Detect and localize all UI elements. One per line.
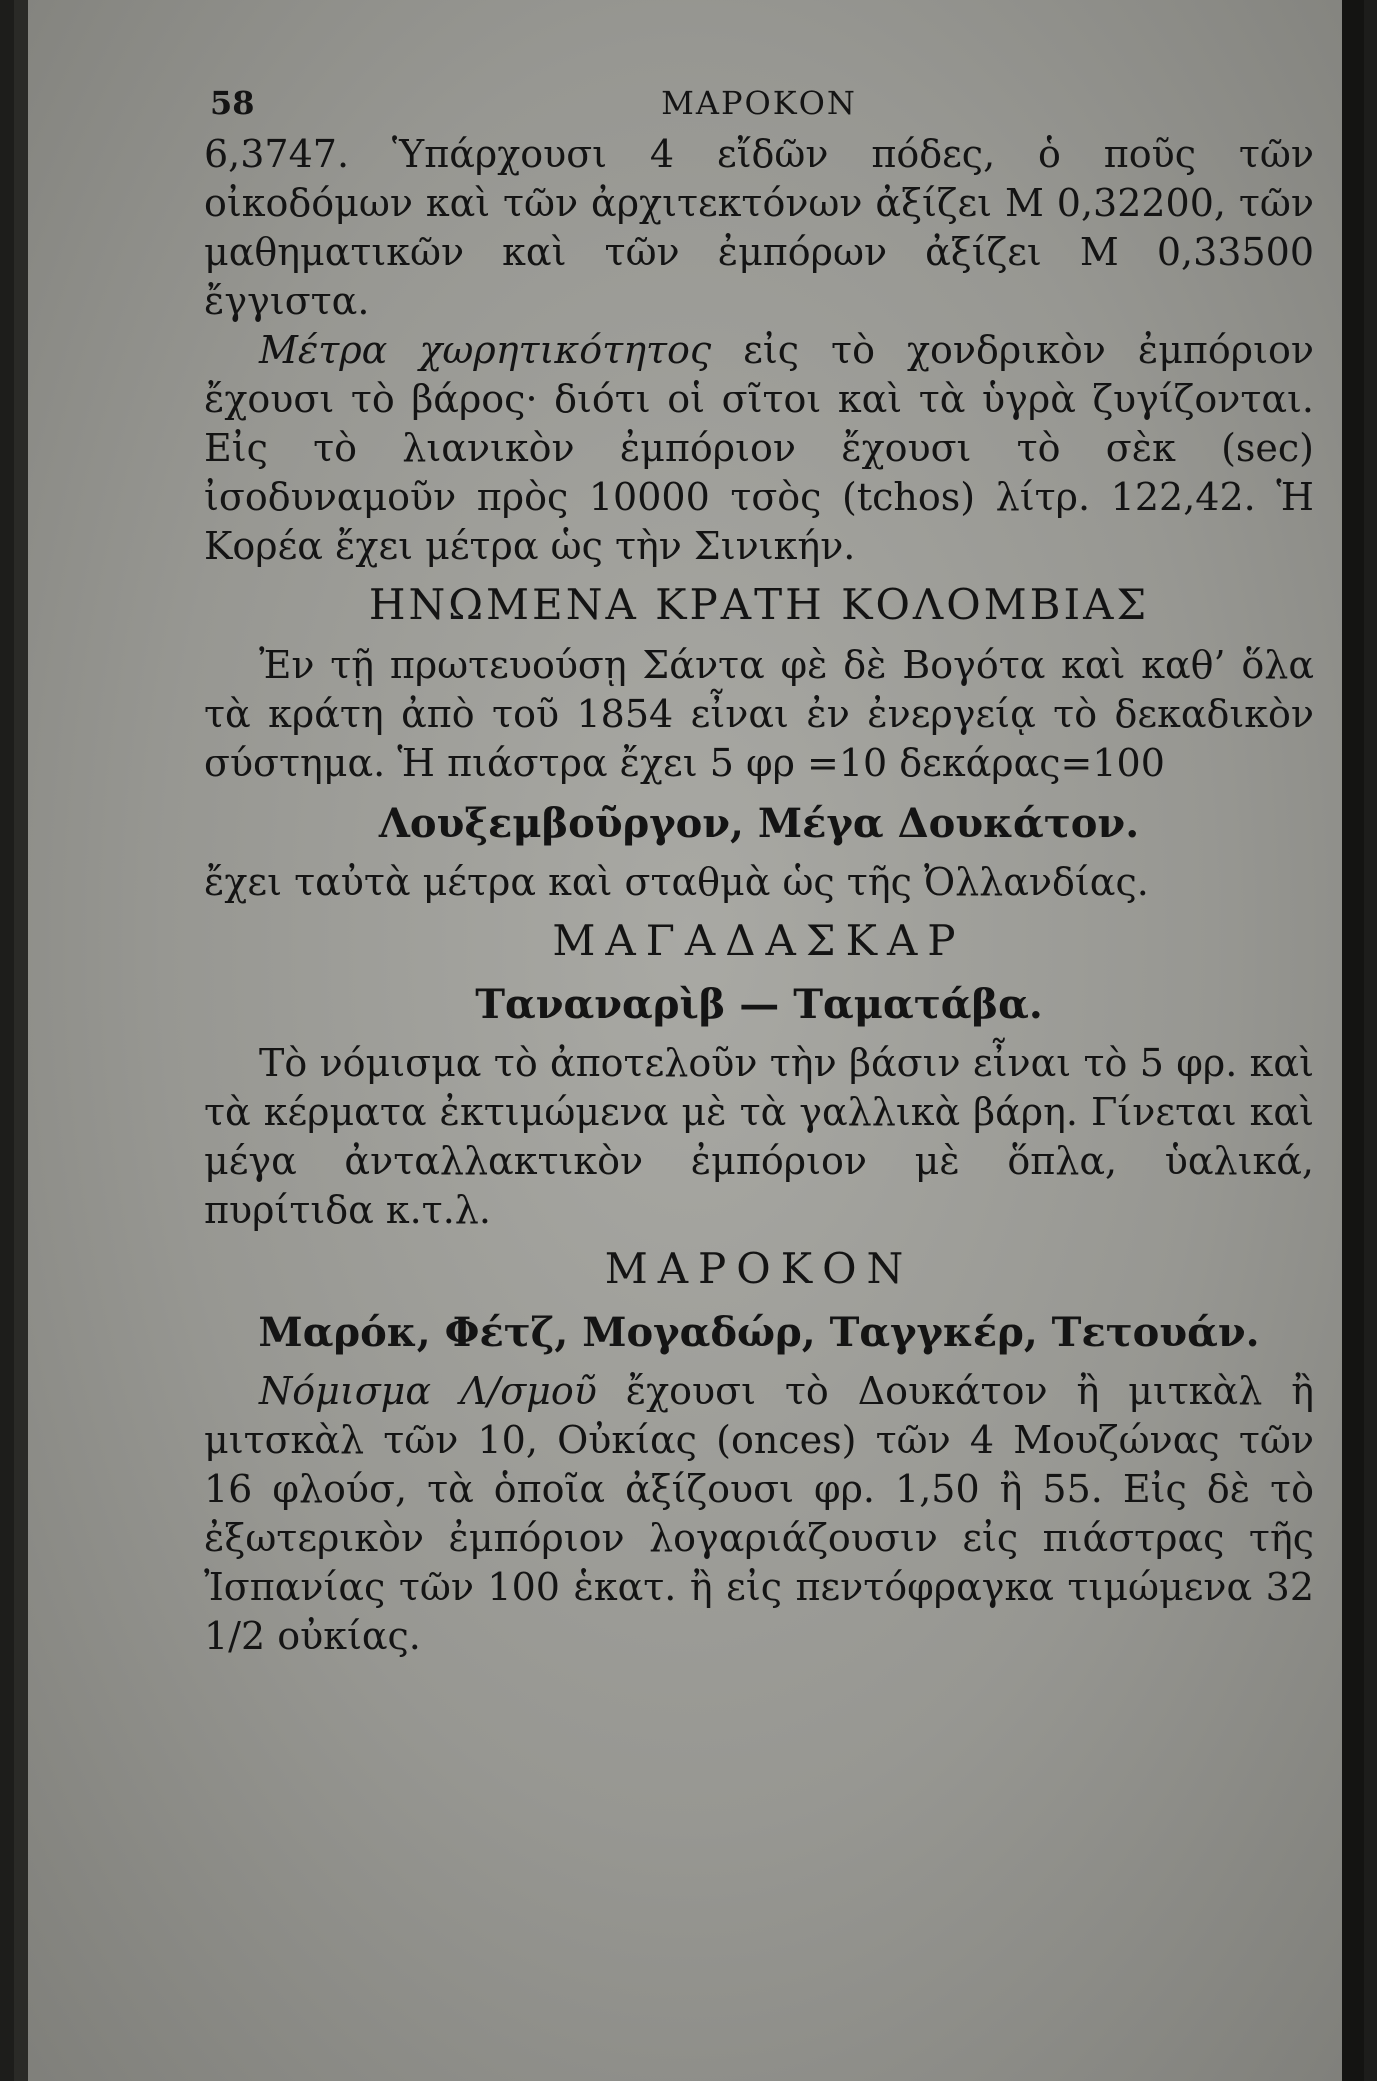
running-title: ΜΑΡΟΚΟΝ (661, 84, 857, 122)
capacity-text: εἰς τὸ χονδρικὸν ἐμπόριον ἔχουσι τὸ βάρος· διότι οἱ σῖτοι καὶ τὰ ὑγρὰ ζυγίζονται. Εἰς τὸ λιανικὸν ἐμπόριον ἔχουσι τὸ σὲκ (sec) ἰσοδυναμοῦν πρὸς 10000 τσὸς (tchos) λίτρ. 122,42. Ἡ Κορέα ἔχει μέτρα ὡς τὴν Σινικήν. (204, 328, 1314, 568)
paragraph-morocco (204, 1367, 1314, 1661)
italic-lead-capacity: Μέτρα χωρητικότητος (259, 328, 712, 372)
page-content (204, 78, 1314, 1661)
page-gutter-shadow (14, 0, 28, 2081)
paragraph-luxembourg: ἔχει ταὐτὰ μέτρα καὶ σταθμὰ ὡς τῆς Ὀλλανδίας. (204, 860, 1149, 904)
paragraph-colombia: Ἐν τῇ πρωτευούσῃ Σάντα φὲ δὲ Βογότα καὶ καθ’ ὅλα τὰ κράτη ἀπὸ τοῦ 1854 εἶναι ἐν ἐνεργείᾳ τὸ δεκαδικὸν σύστημα. Ἡ πιάστρα ἔχει 5 φρ =10 δεκάρας=100 (204, 643, 1314, 785)
paragraph-feet-measures: 6,3747. Ὑπάρχουσι 4 εἴδῶν πόδες, ὁ ποῦς τῶν οἰκοδόμων καὶ τῶν ἀρχιτεκτόνων ἀξίζει Μ 0,32200, τῶν μαθηματικῶν καὶ τῶν ἐμπόρων ἀξίζει Μ 0,33500 ἔγγιστα. (204, 132, 1314, 323)
city-heading-luxembourg: Λουξεμβοῦργον, Μέγα Δουκάτον. (378, 800, 1140, 847)
section-title-madagascar: ΜΑΓΑΔΑΣΚΑΡ (552, 916, 966, 965)
paragraph-capacity-measures (204, 326, 1314, 571)
section-title-morocco: ΜΑΡΟΚΟΝ (604, 1244, 914, 1293)
city-heading-madagascar: Ταναναρὶβ — Ταματάβα. (475, 981, 1043, 1028)
page-number: 58 (210, 84, 255, 122)
italic-lead-currency: Νόμισμα Λ/σμοῦ (259, 1369, 597, 1413)
morocco-currency-text: ἔχουσι τὸ Δουκάτον ἢ μιτκὰλ ἢ μιτσκὰλ τῶν 10, Οὐκίας (onces) τῶν 4 Μουζώνας τῶν 16 φλούσ, τὰ ὁποῖα ἀξίζουσι φρ. 1,50 ἢ 55. Εἰς δὲ τὸ ἐξωτερικὸν ἐμπόριον λογαριάζουσιν εἰς πιάστρας τῆς Ἰσπανίας τῶν 100 ἑκατ. ἢ εἰς πεντόφραγκα τιμώμενα 32 1/2 οὐκίας. (204, 1369, 1314, 1658)
book-page (14, 0, 1364, 2081)
page-header (204, 78, 1314, 130)
paragraph-madagascar: Τὸ νόμισμα τὸ ἀποτελοῦν τὴν βάσιν εἶναι τὸ 5 φρ. καὶ τὰ κέρματα ἐκτιμώμενα μὲ τὰ γαλλικὰ βάρη. Γίνεται καὶ μέγα ἀνταλλακτικὸν ἐμπόριον μὲ ὅπλα, ὑαλικά, πυρίτιδα κ.τ.λ. (204, 1041, 1314, 1232)
page-edge-shadow (1342, 0, 1364, 2081)
city-heading-morocco: Μαρόκ, Φέτζ, Μογαδώρ, Ταγγκέρ, Τετουάν. (258, 1309, 1260, 1356)
section-title-colombia: ΗΝΩΜΕΝΑ ΚΡΑΤΗ ΚΟΛΟΜΒΙΑΣ (368, 580, 1150, 629)
